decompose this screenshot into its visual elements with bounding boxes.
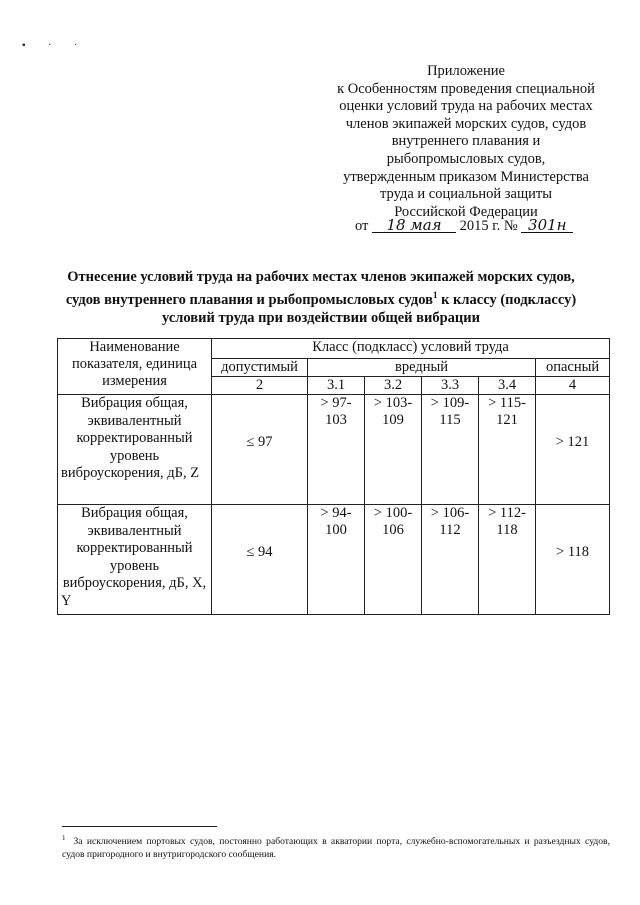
class-code: 3.4 <box>479 377 536 395</box>
handwritten-order-number: 301н <box>521 218 573 233</box>
value-cell: > 97-103 <box>308 395 365 505</box>
appendix-line: внутреннего плавания и <box>391 133 541 150</box>
order-date-number <box>355 218 595 235</box>
appendix-line: труда и социальной защиты <box>380 186 552 203</box>
value-cell: > 115-121 <box>479 395 536 505</box>
indicator-name: Вибрация общая, эквивалентный корректированный уровень виброускорения, дБ, X, Y <box>58 505 212 615</box>
title-line: условий труда при воздействии общей вибрации <box>162 309 480 326</box>
footnote-divider <box>62 826 217 827</box>
footnote <box>62 832 610 861</box>
title-line: Отнесение условий труда на рабочих местах членов экипажей морских судов, <box>67 269 575 285</box>
class-code: 3.3 <box>422 377 479 395</box>
order-prefix: от <box>355 218 369 234</box>
table-row <box>58 395 610 505</box>
handwritten-date: 18 мая <box>372 218 456 233</box>
group-harmful: вредный <box>308 359 536 377</box>
appendix-line: к Особенностям проведения специальной <box>337 80 595 97</box>
table-row <box>58 505 610 615</box>
order-year: 2015 г. № <box>459 218 518 234</box>
value-cell: > 109-115 <box>422 395 479 505</box>
appendix-line: утвержденным приказом Министерства <box>343 168 589 185</box>
footnote-reference: 1 <box>432 290 438 300</box>
appendix-line: рыбопромысловых судов, <box>386 150 546 167</box>
appendix-line: членов экипажей морских судов, судов <box>345 115 587 132</box>
class-code: 3.1 <box>308 377 365 395</box>
header-indicator-name: Наименование показателя, единица измерения <box>58 339 212 395</box>
value-cell: ≤ 97 <box>212 395 308 505</box>
footnote-mark: 1 <box>62 834 66 842</box>
indicator-name: Вибрация общая, эквивалентный корректированный уровень виброускорения, дБ, Z <box>58 395 212 505</box>
group-dangerous: опасный <box>536 359 610 377</box>
group-permissible: допустимый <box>212 359 308 377</box>
appendix-header <box>330 63 602 221</box>
appendix-line: Приложение <box>427 63 505 79</box>
value-cell: > 112-118 <box>479 505 536 615</box>
title-line <box>40 286 602 309</box>
value-cell: > 118 <box>536 505 610 615</box>
value-cell: > 106-112 <box>422 505 479 615</box>
value-cell: > 94-100 <box>308 505 365 615</box>
value-cell: ≤ 94 <box>212 505 308 615</box>
title-line2-start: судов внутреннего плавания и рыбопромысловых судов <box>65 291 433 308</box>
value-cell: > 103-109 <box>365 395 422 505</box>
appendix-line: оценки условий труда на рабочих местах <box>339 98 593 115</box>
class-code: 4 <box>536 377 610 395</box>
value-cell: > 100-106 <box>365 505 422 615</box>
title-line2-end: к классу (подклассу) <box>437 291 577 308</box>
scan-marks: ▪ · · <box>22 40 88 51</box>
appendix-line: Российской Федерации <box>394 203 538 220</box>
footnote-text: За исключением портовых судов, постоянно работающих в акватории порта, служебно-вспомогательных и разъездных судов, судов пригородного и внутригородского сообщения. <box>62 836 610 861</box>
value-cell: > 121 <box>536 395 610 505</box>
header-class: Класс (подкласс) условий труда <box>212 339 610 359</box>
class-code: 3.2 <box>365 377 422 395</box>
class-code: 2 <box>212 377 308 395</box>
document-title <box>40 268 602 327</box>
vibration-class-table <box>57 338 610 615</box>
